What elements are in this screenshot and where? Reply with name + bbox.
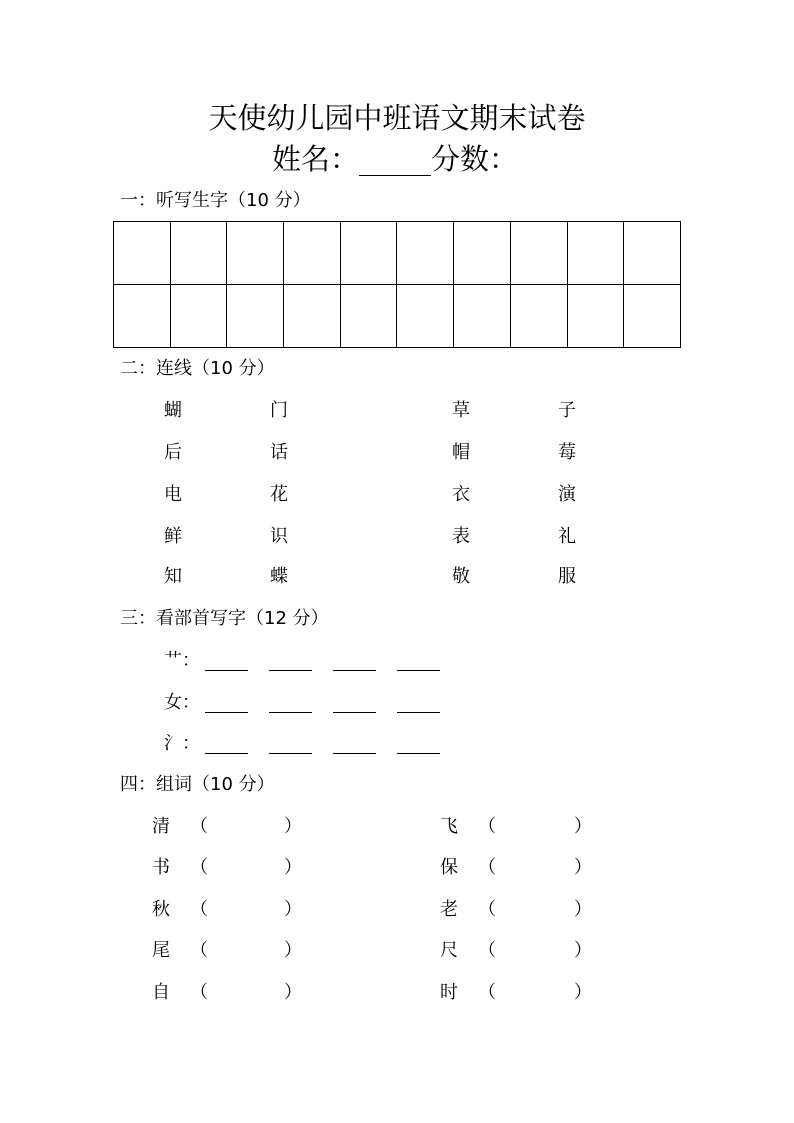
word-char: 自 (152, 982, 170, 1003)
paren-close: ） (574, 816, 592, 837)
paren-open: （ (190, 982, 208, 1003)
grid-cell[interactable] (624, 285, 681, 348)
word-char: 飞 (440, 816, 458, 837)
grid-cell[interactable] (170, 222, 227, 285)
grid-cell[interactable] (510, 285, 567, 348)
match-word: 蝴 (164, 400, 182, 421)
grid-row (114, 285, 681, 348)
paren-open: （ (190, 816, 208, 837)
score-label: 分数： (431, 142, 519, 176)
match-word: 知 (164, 566, 182, 587)
section-3-heading: 三：看部首写字（12 分） (120, 608, 329, 629)
paren-close: ） (574, 857, 592, 878)
grid-cell[interactable] (567, 222, 624, 285)
match-word: 表 (452, 526, 470, 547)
section-2-heading: 二：连线（10 分） (120, 358, 275, 379)
grid-cell[interactable] (397, 222, 454, 285)
paren-open: （ (478, 982, 496, 1003)
match-word: 莓 (558, 442, 576, 463)
grid-row (114, 222, 681, 285)
paren-open: （ (478, 899, 496, 920)
match-word: 衣 (452, 484, 470, 505)
answer-blank[interactable] (269, 712, 312, 713)
grid-cell[interactable] (454, 285, 511, 348)
section-1-heading: 一：听写生字（10 分） (120, 190, 311, 211)
grid-cell[interactable] (397, 285, 454, 348)
paren-close: ） (284, 857, 302, 878)
paren-open: （ (478, 816, 496, 837)
paren-open: （ (478, 857, 496, 878)
name-blank[interactable] (359, 149, 431, 176)
answer-blank[interactable] (269, 753, 312, 754)
paren-close: ） (284, 982, 302, 1003)
radical-label: 女： (164, 692, 200, 713)
grid-cell[interactable] (284, 285, 341, 348)
answer-blank[interactable] (333, 753, 376, 754)
answer-blank[interactable] (397, 670, 440, 671)
match-word: 后 (164, 442, 182, 463)
answer-blank[interactable] (397, 753, 440, 754)
word-char: 清 (152, 816, 170, 837)
match-word: 花 (270, 484, 288, 505)
word-char: 尾 (152, 940, 170, 961)
match-word: 门 (270, 400, 288, 421)
answer-blank[interactable] (269, 670, 312, 671)
paren-close: ） (574, 899, 592, 920)
grid-cell[interactable] (340, 222, 397, 285)
answer-blank[interactable] (205, 712, 248, 713)
grid-cell[interactable] (284, 222, 341, 285)
match-word: 子 (558, 400, 576, 421)
paren-open: （ (190, 857, 208, 878)
match-word: 服 (558, 566, 576, 587)
match-word: 帽 (452, 442, 470, 463)
answer-blank[interactable] (205, 753, 248, 754)
paren-close: ） (574, 940, 592, 961)
dictation-grid (113, 221, 681, 348)
paren-close: ） (284, 899, 302, 920)
radical-label: 氵： (164, 733, 200, 754)
match-word: 电 (164, 484, 182, 505)
word-char: 保 (440, 857, 458, 878)
grid-cell[interactable] (114, 285, 171, 348)
page-title: 天使幼儿园中班语文期末试卷 (208, 101, 586, 135)
match-word: 话 (270, 442, 288, 463)
word-char: 尺 (440, 940, 458, 961)
match-word: 鲜 (164, 526, 182, 547)
grid-cell[interactable] (624, 222, 681, 285)
paren-close: ） (284, 940, 302, 961)
answer-blank[interactable] (333, 670, 376, 671)
grid-cell[interactable] (510, 222, 567, 285)
paren-open: （ (190, 940, 208, 961)
paren-open: （ (478, 940, 496, 961)
grid-cell[interactable] (227, 222, 284, 285)
word-char: 书 (152, 857, 170, 878)
name-label: 姓名： (272, 142, 360, 176)
word-char: 秋 (152, 899, 170, 920)
word-char: 时 (440, 982, 458, 1003)
match-word: 敬 (452, 566, 470, 587)
section-4-heading: 四：组词（10 分） (120, 774, 275, 795)
radical-label: 艹： (164, 650, 200, 671)
grid-cell[interactable] (114, 222, 171, 285)
paren-open: （ (190, 899, 208, 920)
name-score-line (272, 142, 518, 176)
paren-close: ） (574, 982, 592, 1003)
answer-blank[interactable] (397, 712, 440, 713)
paren-close: ） (284, 816, 302, 837)
grid-cell[interactable] (170, 285, 227, 348)
grid-cell[interactable] (340, 285, 397, 348)
grid-cell[interactable] (454, 222, 511, 285)
match-word: 草 (452, 400, 470, 421)
match-word: 演 (558, 484, 576, 505)
grid-cell[interactable] (567, 285, 624, 348)
match-word: 礼 (558, 526, 576, 547)
answer-blank[interactable] (333, 712, 376, 713)
grid-cell[interactable] (227, 285, 284, 348)
word-char: 老 (440, 899, 458, 920)
match-word: 蝶 (270, 566, 288, 587)
answer-blank[interactable] (205, 670, 248, 671)
match-word: 识 (270, 526, 288, 547)
